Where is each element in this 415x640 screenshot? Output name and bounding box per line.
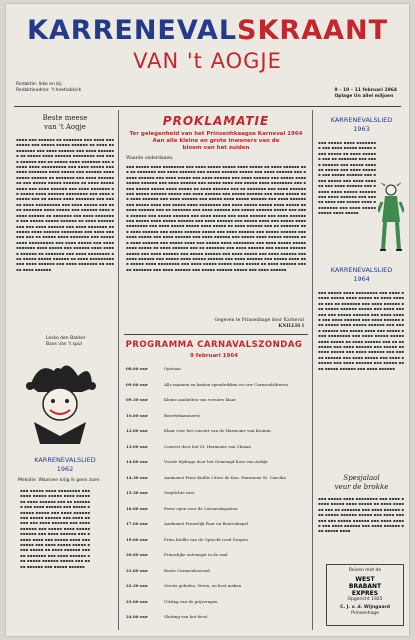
column-divider-right (312, 110, 313, 630)
programma-event: Groots gebalen, Veren, en kost maken (164, 583, 242, 588)
programma-event: Concert door het St. Harmonie van Chaam (164, 443, 251, 449)
proclamatie-sub3: bloem van het zuiden (182, 145, 250, 151)
programma-time: 14.00 uur (126, 459, 148, 464)
left-heading-line2: van 't Aogje (44, 123, 86, 131)
edition-dates: 9 – 10 – 11 februari 1964 (334, 88, 397, 93)
programma-event: Prins Knillis van de Optocht rond Dorpen (164, 536, 248, 542)
programma-row (126, 444, 306, 449)
programma-time: 20.00 uur (126, 552, 148, 557)
programma-title: PROGRAMMA CARNAVALSZONDAG (125, 340, 303, 350)
programma-time: 23.00 uur (126, 598, 148, 604)
programma-time: 08.00 uur (126, 366, 148, 371)
programma-time: 10.00 uur (126, 412, 148, 418)
programma-time: 12.00 uur (126, 428, 148, 433)
closing-line: Gegeven te Prinsenhage door Karneval (214, 318, 304, 323)
masthead-title (6, 16, 409, 46)
signature-title: Baos van 't spul (46, 342, 82, 347)
masthead-title-part2: SKRAANT (237, 15, 389, 46)
programma-event: Sluiting van het feest (164, 614, 208, 619)
programma-row (126, 521, 306, 526)
programma-time: 13.00 uur (126, 443, 148, 449)
spesjalaal-line2: veur de brokke (334, 483, 389, 491)
programma-time: 09.00 uur (126, 381, 148, 387)
left-heading-line1: Beste meese (42, 114, 88, 122)
song1962-year: 1962 (56, 465, 74, 473)
programma-row (126, 614, 306, 619)
programma-row (126, 599, 306, 604)
programma-time: 22.30 uur (126, 583, 148, 588)
song1963-lyrics: ▪▪▪ ▪▪▪▪▪ ▪▪▪▪ ▪▪▪▪▪▪▪▪ ▪▪▪ ▪▪▪▪ ▪▪▪▪▪ ▪▪▪▪▪ ▪▪▪▪ ▪▪▪▪▪ ▪▪ ▪▪▪▪ ▪▪▪▪▪▪ ▪▪▪ ▪▪ ▪▪▪▪▪▪▪ ▪▪▪ ▪▪▪▪ ▪▪▪▪▪▪ ▪▪▪ ▪▪▪▪▪ ▪▪▪▪▪▪ ▪▪▪▪▪ ▪▪▪ ▪▪▪▪ ▪▪▪▪▪▪ ▪▪▪ ▪▪▪▪▪ ▪▪▪▪▪▪ ▪▪▪ ▪▪▪▪ ▪▪▪▪▪ ▪▪▪ ▪▪▪▪ ▪▪▪▪▪▪ ▪▪▪ ▪▪▪▪ ▪▪▪▪▪▪ ▪▪▪ ▪▪▪▪▪ ▪▪▪▪ ▪▪▪▪▪ ▪▪▪▪▪▪ ▪▪▪ ▪▪▪▪ ▪▪▪▪▪▪ ▪▪▪ ▪▪▪▪▪ ▪▪▪▪ ▪▪▪ ▪▪▪▪▪ ▪▪▪▪ ▪▪▪▪▪▪▪▪ ▪▪▪ ▪▪▪▪ ▪▪▪▪▪ ▪▪▪▪▪ ▪▪▪▪ ▪▪▪▪▪ (318, 140, 376, 216)
song1962-title: KARRENEVALSLIED (34, 456, 96, 464)
redaktie-text: Redaktie: Ikke en bij (16, 82, 62, 87)
song1964-lyrics: ▪▪▪ ▪▪▪▪▪ ▪▪▪▪ ▪▪▪▪▪▪▪▪ ▪▪▪ ▪▪▪▪ ▪▪▪▪▪ ▪▪▪▪▪ ▪▪▪▪ ▪▪▪▪▪ ▪▪ ▪▪▪▪ ▪▪▪▪▪▪ ▪▪▪ ▪▪ ▪▪▪▪▪▪▪ ▪▪▪ ▪▪▪▪ ▪▪▪▪▪▪ ▪▪▪ ▪▪▪▪▪ ▪▪▪▪▪▪ ▪▪▪▪▪ ▪▪▪ ▪▪▪▪ ▪▪▪▪▪▪ ▪▪▪ ▪▪▪▪▪ ▪▪▪▪▪▪ ▪▪▪ ▪▪▪▪ ▪▪▪▪▪ ▪▪▪ ▪▪▪▪ ▪▪▪▪▪▪ ▪▪▪ ▪▪▪▪ ▪▪▪▪▪▪ ▪▪▪ ▪▪▪▪▪ ▪▪▪▪ ▪▪▪▪▪ ▪▪▪▪▪▪ ▪▪▪ ▪▪▪▪ ▪▪▪▪▪▪ ▪▪▪ ▪▪▪▪▪ ▪▪▪▪ ▪▪▪ ▪▪▪▪▪ ▪▪▪▪ ▪▪▪▪▪▪▪▪ ▪▪▪ ▪▪▪▪ ▪▪▪▪▪ ▪▪▪▪▪ ▪▪▪▪ ▪▪▪▪▪ ▪▪ ▪▪▪▪ ▪▪▪▪▪▪ ▪▪▪ ▪▪ ▪▪▪▪▪▪▪ ▪▪▪ ▪▪▪▪ ▪▪▪▪▪▪ ▪▪▪ ▪▪▪▪▪ ▪▪▪▪▪▪ ▪▪▪▪▪ ▪▪▪ ▪▪▪▪ ▪▪▪▪▪▪ ▪▪▪ ▪▪▪▪▪ ▪▪▪▪▪▪ ▪▪▪ ▪▪▪▪ ▪▪▪▪▪ ▪▪▪ ▪▪▪▪ ▪▪▪▪▪▪ ▪▪▪ ▪▪▪▪ ▪▪▪▪▪▪ ▪▪▪ ▪▪▪▪▪ ▪▪▪▪ ▪▪▪▪▪ ▪▪▪▪▪▪ ▪▪▪ ▪▪▪▪ ▪▪▪▪▪▪ (318, 290, 404, 371)
programma-row (126, 475, 306, 480)
programma-row (126, 583, 306, 588)
programma-row (126, 568, 306, 573)
left-article-body: ▪▪▪▪ ▪▪▪ ▪▪▪▪▪▪ ▪▪ ▪▪▪▪▪▪▪ ▪▪▪ ▪▪▪▪ ▪▪▪▪▪▪▪▪ ▪▪▪ ▪▪▪▪▪ ▪▪▪▪▪ ▪▪▪▪▪▪ ▪▪ ▪▪▪▪ ▪▪▪▪▪▪▪▪▪ ▪▪▪ ▪▪▪▪ ▪▪▪▪▪▪ ▪▪▪ ▪▪▪▪ ▪▪▪▪▪▪▪ ▪▪ ▪▪▪▪▪ ▪▪▪▪ ▪▪▪▪▪▪ ▪▪▪▪▪▪▪▪ ▪▪▪ ▪▪▪▪ ▪▪▪▪▪▪ ▪▪▪ ▪▪ ▪▪▪▪▪ ▪▪▪▪ ▪▪▪▪▪▪▪ ▪▪▪ ▪▪▪▪▪ ▪▪▪▪ ▪▪▪▪▪▪▪▪▪ ▪▪▪ ▪▪▪▪ ▪▪▪▪▪ ▪▪▪ ▪▪▪▪ ▪▪▪▪▪▪▪ ▪▪▪▪ ▪▪▪▪▪ ▪▪▪ ▪▪▪▪▪▪ ▪▪▪▪ ▪▪▪▪▪ ▪▪▪▪▪▪ ▪▪ ▪▪▪▪▪▪▪ ▪▪▪ ▪▪▪▪ ▪▪▪▪▪▪▪▪ ▪▪▪ ▪▪▪▪▪ ▪▪▪▪▪ ▪▪▪▪▪▪ ▪▪ ▪▪▪▪ ▪▪▪▪▪▪▪▪▪ ▪▪▪ ▪▪▪▪ ▪▪▪▪▪▪ ▪▪▪ ▪▪▪▪ ▪▪▪▪▪▪▪ ▪▪ ▪▪▪▪▪ ▪▪▪▪ ▪▪▪▪▪▪ ▪▪▪▪▪▪▪▪ ▪▪▪ ▪▪▪▪ ▪▪▪▪▪▪ ▪▪▪ ▪▪ ▪▪▪▪▪ ▪▪▪▪ ▪▪▪▪▪▪▪ ▪▪▪ ▪▪▪▪▪ ▪▪▪▪ ▪▪▪▪▪▪▪▪▪ ▪▪▪ ▪▪▪▪ ▪▪▪▪▪ ▪▪▪ ▪▪▪▪ ▪▪▪▪▪▪▪ ▪▪▪▪ ▪▪▪▪▪ ▪▪▪ ▪▪▪▪▪▪ ▪▪▪▪ ▪▪▪▪▪ ▪▪▪▪▪▪ ▪▪ ▪▪▪▪▪▪▪ ▪▪▪ ▪▪▪▪ ▪▪▪▪▪▪▪▪ ▪▪▪ ▪▪▪▪▪ ▪▪▪▪▪ ▪▪▪▪▪▪ ▪▪ ▪▪▪▪ ▪▪▪▪▪▪▪▪▪ ▪▪▪ ▪▪▪▪ ▪▪▪▪▪▪ ▪▪▪ ▪▪▪▪ ▪▪▪▪▪▪▪ ▪▪ ▪▪▪▪▪ ▪▪▪▪ ▪▪▪▪▪▪ ▪▪▪▪▪▪▪▪ ▪▪▪ ▪▪▪▪ ▪▪▪▪▪▪ ▪▪▪ ▪▪ ▪▪▪▪▪ ▪▪▪▪ ▪▪▪▪▪▪▪ ▪▪▪ ▪▪▪▪▪ ▪▪▪▪ ▪▪▪▪▪▪▪▪▪ ▪▪▪ ▪▪▪▪ ▪▪▪▪▪ ▪▪▪ ▪▪▪▪ ▪▪▪▪▪▪▪ ▪▪▪▪ ▪▪▪▪▪ ▪▪▪ ▪▪▪▪▪▪ ▪▪▪▪ ▪▪▪▪▪ ▪▪▪▪▪▪ ▪▪ ▪▪▪▪▪▪▪ ▪▪▪ ▪▪▪▪ ▪▪▪▪▪▪▪▪ ▪▪▪ ▪▪▪▪▪ ▪▪▪▪▪ ▪▪▪▪▪▪ ▪▪ ▪▪▪▪ ▪▪▪▪▪▪▪▪▪ ▪▪▪ ▪▪▪▪ ▪▪▪▪▪▪ ▪▪▪ ▪▪▪▪ ▪▪▪▪▪▪▪ ▪▪ ▪▪▪▪▪ ▪▪▪▪ ▪▪▪▪▪▪ (16, 137, 114, 272)
programma-row (126, 506, 306, 511)
programma-event: Bezettekammerte (164, 412, 201, 418)
programma-event: Alle mannen en kaaien spendrokken en orw Carnavalsliteren (164, 381, 288, 387)
signature-name: Lesko den Bakker (46, 336, 86, 341)
newspaper-page (6, 4, 409, 636)
programma-row (126, 397, 306, 402)
programma-time: 09.30 uur (126, 397, 148, 402)
programma-event: Aankomst Prins Knillis I door de Kon. Harmonie St. Caecilia (164, 474, 286, 480)
proclamatie-subtitle (126, 131, 306, 152)
ad-name-1: WEST (355, 576, 375, 583)
masthead-rule (14, 106, 401, 107)
song1963-title: KARRENEVALSLIED (330, 116, 393, 124)
programma-time: 19.00 uur (126, 536, 148, 542)
column-divider-left (118, 110, 119, 630)
proclamatie-greeting: Waarde onderdanen, (126, 156, 174, 161)
masthead-subtitle: VAN 't AOGJE (133, 49, 282, 73)
programma-event: Klaar voor het concert van de Harmonie van Kromm. (164, 428, 272, 433)
programma-event: Aankomst Prinselijk Paar en Boerenkapel (164, 521, 249, 526)
spesjalaal-line1: Spesjalaal (343, 474, 380, 482)
proclamatie-sub1: Ter gelegenheid van het Prinsenhkaagse Karneval 1964 (129, 131, 303, 137)
edition-oplage: Oplage Un allel miljoen (334, 94, 394, 99)
masthead-title-part1: KARRENEVAL (26, 15, 238, 46)
programma-event: Verplichte rust (164, 490, 195, 495)
proclamatie-sub2: Aan alle kleine en grote inwoners van de (152, 138, 280, 144)
ad-name-3: EXPRES (351, 590, 379, 597)
song1962-heading (16, 456, 114, 474)
song1962-melodie: Melodie: Waaroen krijg ik geen zoen (18, 478, 100, 483)
programma-event: Kleine aanhelten van versiers klaar (164, 397, 236, 402)
programma-time: 14.30 uur (126, 474, 148, 480)
proclamatie-body: ▪▪▪ ▪▪▪▪▪ ▪▪▪▪ ▪▪▪▪▪▪▪▪ ▪▪▪ ▪▪▪▪ ▪▪▪▪▪ ▪▪▪▪▪ ▪▪▪▪ ▪▪▪▪▪ ▪▪ ▪▪▪▪ ▪▪▪▪▪▪ ▪▪▪ ▪▪ ▪▪▪▪▪▪▪ ▪▪▪ ▪▪▪▪ ▪▪▪▪▪▪ ▪▪▪ ▪▪▪▪▪ ▪▪▪▪▪▪ ▪▪▪▪▪ ▪▪▪ ▪▪▪▪ ▪▪▪▪▪▪ ▪▪▪ ▪▪▪▪▪ ▪▪▪▪▪▪ ▪▪▪ ▪▪▪▪ ▪▪▪▪▪ ▪▪▪ ▪▪▪▪ ▪▪▪▪▪▪ ▪▪▪ ▪▪▪▪ ▪▪▪▪▪▪ ▪▪▪ ▪▪▪▪▪ ▪▪▪▪ ▪▪▪▪▪ ▪▪▪▪▪▪ ▪▪▪ ▪▪▪▪ ▪▪▪▪▪▪ ▪▪▪ ▪▪▪▪▪ ▪▪▪▪ ▪▪▪ ▪▪▪▪▪ ▪▪▪▪ ▪▪▪▪▪▪▪▪ ▪▪▪ ▪▪▪▪ ▪▪▪▪▪ ▪▪▪▪▪ ▪▪▪▪ ▪▪▪▪▪ ▪▪ ▪▪▪▪ ▪▪▪▪▪▪ ▪▪▪ ▪▪ ▪▪▪▪▪▪▪ ▪▪▪ ▪▪▪▪ ▪▪▪▪▪▪ ▪▪▪ ▪▪▪▪▪ ▪▪▪▪▪▪ ▪▪▪▪▪ ▪▪▪ ▪▪▪▪ ▪▪▪▪▪▪ ▪▪▪ ▪▪▪▪▪ ▪▪▪▪▪▪ ▪▪▪ ▪▪▪▪ ▪▪▪▪▪ ▪▪▪ ▪▪▪▪ ▪▪▪▪▪▪ ▪▪▪ ▪▪▪▪ ▪▪▪▪▪▪ ▪▪▪ ▪▪▪▪▪ ▪▪▪▪ ▪▪▪▪▪ ▪▪▪▪▪▪ ▪▪▪ ▪▪▪▪ ▪▪▪▪▪▪ ▪▪▪ ▪▪▪▪▪ ▪▪▪▪ ▪▪▪ ▪▪▪▪▪ ▪▪▪▪ ▪▪▪▪▪▪▪▪ ▪▪▪ ▪▪▪▪ ▪▪▪▪▪ ▪▪▪▪▪ ▪▪▪▪ ▪▪▪▪▪ ▪▪ ▪▪▪▪ ▪▪▪▪▪▪ ▪▪▪ ▪▪ ▪▪▪▪▪▪▪ ▪▪▪ ▪▪▪▪ ▪▪▪▪▪▪ ▪▪▪ ▪▪▪▪▪ ▪▪▪▪▪▪ ▪▪▪▪▪ ▪▪▪ ▪▪▪▪ ▪▪▪▪▪▪ ▪▪▪ ▪▪▪▪▪ ▪▪▪▪▪▪ ▪▪▪ ▪▪▪▪ ▪▪▪▪▪ ▪▪▪ ▪▪▪▪ ▪▪▪▪▪▪ ▪▪▪ ▪▪▪▪ ▪▪▪▪▪▪ ▪▪▪ ▪▪▪▪▪ ▪▪▪▪ ▪▪▪▪▪ ▪▪▪▪▪▪ ▪▪▪ ▪▪▪▪ ▪▪▪▪▪▪ ▪▪▪ ▪▪▪▪▪ ▪▪▪▪ ▪▪▪ ▪▪▪▪▪ ▪▪▪▪ ▪▪▪▪▪▪▪▪ ▪▪▪ ▪▪▪▪ ▪▪▪▪▪ ▪▪▪▪▪ ▪▪▪▪ ▪▪▪▪▪ ▪▪ ▪▪▪▪ ▪▪▪▪▪▪ ▪▪▪ ▪▪ ▪▪▪▪▪▪▪ ▪▪▪ ▪▪▪▪ ▪▪▪▪▪▪ ▪▪▪ ▪▪▪▪▪ ▪▪▪▪▪▪ ▪▪▪▪▪ ▪▪▪ ▪▪▪▪ ▪▪▪▪▪▪ ▪▪▪ ▪▪▪▪▪ ▪▪▪▪▪▪ ▪▪▪ ▪▪▪▪ ▪▪▪▪▪ ▪▪▪ ▪▪▪▪ ▪▪▪▪▪▪ ▪▪▪ ▪▪▪▪ ▪▪▪▪▪▪ ▪▪▪ ▪▪▪▪▪ ▪▪▪▪ ▪▪▪▪▪ ▪▪▪▪▪▪ ▪▪▪ ▪▪▪▪ ▪▪▪▪▪▪ ▪▪▪ ▪▪▪▪▪ ▪▪▪▪ ▪▪▪ ▪▪▪▪▪ ▪▪▪▪ ▪▪▪▪▪▪▪▪ ▪▪▪ ▪▪▪▪ ▪▪▪▪▪ ▪▪▪▪▪ ▪▪▪▪ ▪▪▪▪▪ ▪▪ ▪▪▪▪ ▪▪▪▪▪▪ ▪▪▪ ▪▪ ▪▪▪▪▪▪▪ ▪▪▪ ▪▪▪▪ ▪▪▪▪▪▪ ▪▪▪ ▪▪▪▪▪ ▪▪▪▪▪▪ ▪▪▪▪▪ ▪▪▪ ▪▪▪▪ ▪▪▪▪▪▪ ▪▪▪ ▪▪▪▪▪ ▪▪▪▪▪▪ ▪▪▪ ▪▪▪▪ ▪▪▪▪▪ ▪▪▪ ▪▪▪▪ ▪▪▪▪▪▪ ▪▪▪ ▪▪▪▪ ▪▪▪▪▪▪ ▪▪▪ ▪▪▪▪▪ ▪▪▪▪ ▪▪▪▪▪ ▪▪▪▪▪▪ ▪▪▪ ▪▪▪▪ ▪▪▪▪▪▪ ▪▪▪ ▪▪▪▪▪ ▪▪▪▪ ▪▪▪ ▪▪▪▪▪ ▪▪▪▪ ▪▪▪▪▪▪▪▪ ▪▪▪ ▪▪▪▪ ▪▪▪▪▪ ▪▪▪▪▪ ▪▪▪▪ ▪▪▪▪▪ ▪▪ ▪▪▪▪ ▪▪▪▪▪▪ ▪▪▪ ▪▪ ▪▪▪▪▪▪▪ ▪▪▪ ▪▪▪▪ ▪▪▪▪▪▪ ▪▪▪ ▪▪▪▪▪ ▪▪▪▪▪▪ ▪▪▪▪▪ ▪▪▪ ▪▪▪▪ ▪▪▪▪▪▪ (126, 164, 306, 272)
programma-row (126, 382, 306, 387)
programma-event: Vocale bijdrage door het Gemengd Koor van Asdijk (164, 459, 268, 464)
programma-event: Feest open voor de Carnavalsgasten (164, 505, 238, 511)
spesjalaal-heading (314, 474, 409, 492)
song1964-title: KARRENEVALSLIED (330, 266, 393, 274)
programma-event: Bonte Carnavalsavond (164, 567, 210, 573)
programma-row (126, 490, 306, 495)
left-heading (16, 114, 114, 132)
programma-time: 15.30 uur (126, 490, 148, 495)
programma-time: 17.00 uur (126, 521, 148, 526)
programma-event: Uitslag van de prijsvragen (164, 598, 218, 604)
left-signature (46, 336, 112, 348)
ad-established: Opgericht 1925 (347, 597, 383, 602)
programma-date: 9 februari 1964 (190, 353, 238, 359)
programma-row (126, 459, 306, 464)
redaktie-address: Redaktieadres: 't heetiakkick (16, 88, 82, 93)
ad-location: Prinsenhage (351, 611, 379, 616)
proclamatie-title: PROKLAMATIE (162, 114, 270, 128)
song1963-year: 1963 (353, 125, 370, 133)
center-section-rule (124, 334, 308, 335)
programma-event: Opstaan (164, 366, 181, 371)
ad-company: C. J. v. d. Wijngaard (340, 605, 390, 610)
programma-row (126, 413, 306, 418)
west-brabant-expres-ad (326, 564, 404, 626)
ad-name-2: BRABANT (348, 583, 382, 590)
programma-event: Prinselijke ontvangst in de zaal (164, 552, 228, 557)
song1964-year: 1964 (353, 275, 370, 283)
programma-time: 16.00 uur (126, 505, 148, 511)
ad-intro: Reisen met de (348, 568, 382, 573)
jester-illustration-left (20, 356, 100, 448)
programma-time: 24.00 uur (126, 614, 148, 619)
programma-row (126, 552, 306, 557)
programma-time: 21.00 uur (126, 567, 148, 573)
proclamatie-closing (186, 318, 304, 330)
spesjalaal-body: ▪▪▪ ▪▪▪▪▪ ▪▪▪▪ ▪▪▪▪▪▪▪▪ ▪▪▪ ▪▪▪▪ ▪▪▪▪▪ ▪▪▪▪▪ ▪▪▪▪ ▪▪▪▪▪ ▪▪ ▪▪▪▪ ▪▪▪▪▪▪ ▪▪▪ ▪▪ ▪▪▪▪▪▪▪ ▪▪▪ ▪▪▪▪ ▪▪▪▪▪▪ ▪▪▪ ▪▪▪▪▪ ▪▪▪▪▪▪ ▪▪▪▪▪ ▪▪▪ ▪▪▪▪ ▪▪▪▪▪▪ ▪▪▪ ▪▪▪▪▪ ▪▪▪▪▪▪ ▪▪▪ ▪▪▪▪ ▪▪▪▪▪ ▪▪▪ ▪▪▪▪ ▪▪▪▪▪▪ ▪▪▪ ▪▪▪▪ ▪▪▪▪▪▪ ▪▪▪ ▪▪▪▪▪ ▪▪▪▪ (318, 496, 404, 534)
programma-row (126, 537, 306, 542)
masthead-meta-right (334, 88, 397, 100)
jester-illustration-right (378, 182, 404, 254)
song1963-heading (314, 116, 409, 134)
masthead-meta-left (16, 82, 81, 94)
programma-row (126, 366, 306, 371)
programma-row (126, 428, 306, 433)
closing-name: KNILLIS I (278, 324, 304, 329)
song1962-lyrics: ▪▪▪ ▪▪▪▪▪ ▪▪▪▪ ▪▪▪▪▪▪▪▪ ▪▪▪ ▪▪▪▪ ▪▪▪▪▪ ▪▪▪▪▪ ▪▪▪▪ ▪▪▪▪▪ ▪▪ ▪▪▪▪ ▪▪▪▪▪▪ ▪▪▪ ▪▪ ▪▪▪▪▪▪▪ ▪▪▪ ▪▪▪▪ ▪▪▪▪▪▪ ▪▪▪ ▪▪▪▪▪ ▪▪▪▪▪▪ ▪▪▪▪▪ ▪▪▪ ▪▪▪▪ ▪▪▪▪▪▪ ▪▪▪ ▪▪▪▪▪ ▪▪▪▪▪▪ ▪▪▪ ▪▪▪▪ ▪▪▪▪▪ ▪▪▪ ▪▪▪▪ ▪▪▪▪▪▪ ▪▪▪ ▪▪▪▪ ▪▪▪▪▪▪ ▪▪▪ ▪▪▪▪▪ ▪▪▪▪ ▪▪▪▪▪ ▪▪▪▪▪▪ ▪▪▪ ▪▪▪▪ ▪▪▪▪▪▪ ▪▪▪ ▪▪▪▪▪ ▪▪▪▪ ▪▪▪ ▪▪▪▪▪ ▪▪▪▪ ▪▪▪▪▪▪▪▪ ▪▪▪ ▪▪▪▪ ▪▪▪▪▪ ▪▪▪▪▪ ▪▪▪▪ ▪▪▪▪▪ ▪▪ ▪▪▪▪ ▪▪▪▪▪▪ ▪▪▪ ▪▪ ▪▪▪▪▪▪▪ ▪▪▪ ▪▪▪▪ ▪▪▪▪▪▪ ▪▪▪ ▪▪▪▪▪ ▪▪▪▪▪▪ ▪▪▪▪▪ ▪▪▪ ▪▪▪▪ ▪▪▪▪▪▪ ▪▪▪ ▪▪▪▪▪ ▪▪▪▪▪▪ (20, 488, 90, 569)
song1964-heading (314, 266, 409, 284)
